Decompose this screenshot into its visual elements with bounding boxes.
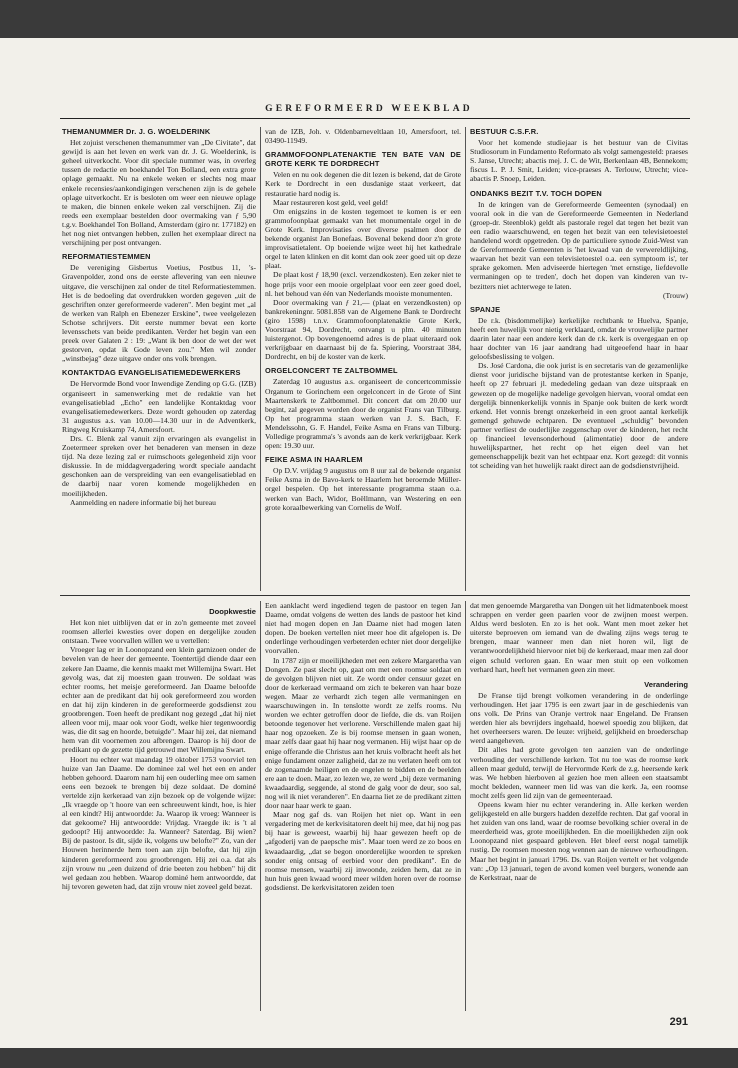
heading: KONTAKTDAG EVANGELISATIEMEDEWERKERS — [62, 368, 241, 378]
paragraph: In de kringen van de Gereformeerde Gemeenten (synodaal) en vooral ook in die van de Gereformeerde Gemeenten in Nederland (groep-dr. Steenblok) geldt als pastorale regel dat tegen het bezit van een radio waarschuwend, en tegen het bezit van een televisietoestel handelend wordt opgetreden. Op de particuliere synode Zuid-West van de Gereformeerde Gemeenten is 'het kwaad van de verwereldlijking, waarvan het bezit van een televisietoestel o.a. een symptoom is', ter sprake gekomen. Men adviseerde hiertegen 'met ernstige, liefdevolle vermaningen op te treden', doch het dopen van kinderen van tv-bezitters niet achterwege te laten. — [470, 199, 688, 291]
paragraph: De plaat kost ƒ 18,90 (excl. verzendkosten). Een zeker niet te hoge prijs voor een mooie orgelplaat voor een zeer goed doel, nl. het behoud van één van Nederlands mooiste monumenten. — [265, 270, 461, 298]
subheading: Doopkwestie — [209, 607, 256, 616]
paragraph: Door overmaking van ƒ 21,— (plaat en verzendkosten) op bankrekeningnr. 5081.858 van de Algemene Bank te Dordrecht (giro 1598) t.n.v. Grammofoonplatenaktie Grote Kerk, Voorstraat 94, Dordrecht, ontvangt u plm. 40 minuten luistergenot. Op bovengenoemd adres is de plaat uiteraard ook verkrijgbaar en daarnaast bij de fa. Spiering, Voorstraat 384, Dordrecht, en bij de koster van de kerk. — [265, 297, 461, 362]
heading: THEMANUMMER Dr. J. G. WOELDERINK — [62, 127, 211, 136]
paragraph: Maar restaureren kost geld, veel geld! — [273, 197, 389, 207]
column-5 — [265, 601, 461, 1011]
paragraph: Drs. C. Blenk zal vanuit zijn ervaringen als evangelist in Zoetermeer spreken over het benaderen van mensen in deze tijd. Na deze lezing zal er ruimschoots gelegenheid zijn voor diskussie. In de middagvergadering wordt speciale aandacht geschonken aan de verspreiding van een evangelisatieblad en de daarbij naar voren komende mogelijkheden en moeilijkheden. — [62, 434, 256, 498]
paragraph: van de IZB, Joh. v. Oldenbarneveltlaan 10, Amersfoort, tel. 03490-11949. — [265, 127, 461, 146]
paragraph: Velen en nu ook degenen die dit lezen is bekend, dat de Grote Kerk te Dordrecht in een dusdanige staat verkeert, dat restauratie hard nodig is. — [265, 170, 461, 198]
masthead: GEREFORMEERD WEEKBLAD — [265, 104, 473, 114]
column-divider — [465, 601, 466, 1011]
paragraph: Hoort nu echter wat maandag 19 oktober 1753 voorviel ten huize van Jan Daame. De dominee zal wel het een en ander hebben gehoord. Daarom nam hij een ouderling mee om samen eens een bezoek te brengen bij deze soldaat. De dominé vertelde zijn kerkeraad van zijn bezoek op de volgende wijze: „Ik vraegde op 't hoore van een schreeuwent kindt, hoe, is hier al een kindt? Hij antwoordde: Ja. Waarop ik vroeg: Wanneer is dat gekoome? Hij antwoordde: Vrijdag. Vraegde ik: is 't al gedoopt? Hij antwoordde: Ja. Wanneer? Saterdag. Bij wien? Bij de pastoor. Is dit, sijde ik, volgens uw belofte?" Zo, van der Houwen herinnerde hem toen aan zijn belofte, dat hij zijn kinderen gereformeerd zou grootbrengen. Hij zei o.a. dat als zijn vrouw nu „een duizend of drie beeten zou hebben" hij dit wel gedaan zou hebben. Waarop dominé hem antwoordde, dat hij tevoren geweten had, dat zijn vrouw niet zoveel geld bezat. — [62, 754, 256, 891]
paragraph: Aanmelding en nadere informatie bij het bureau — [70, 497, 216, 507]
page — [0, 38, 738, 1048]
paragraph: De Hervormde Bond voor Inwendige Zending op G.G. (IZB) organiseert in samenwerking met de redaktie van het evangelisatieblad „Echo" een landelijke Kontaktdag voor evangelisatiemedewerkers. Deze wordt gehouden op zaterdag 31 augustus a.s. van 10.00—14.30 uur in de Adventkerk, Ringweg Kruiskamp 74, Amersfoort. — [62, 379, 256, 434]
paragraph: Het zojuist verschenen themanummer van „De Civitate", dat gewijd is aan het leven en werk van dr. J. G. Woelderink, is geheel uitverkocht. Voor dit speciale nummer was, in overleg tussen de redactie en boekhandel Ton Bolland, een extra grote oplage gemaakt. Nu na enkele weken er slechts nog maar enkele recensies/aankondigingen verschenen zijn is de gehele oplage uitverkocht. Er is besloten om weer een nieuwe oplage te maken, die binnen enkele weken zal verschijnen. Zij die reeds een exemplaar bestelden door overmaking van ƒ 5,90 t.g.v. Boekhandel Ton Bolland, Amsterdam (giro nr. 177182) en het nog niet ontvangen hebben, zullen het exemplaar direct na verschijning per post ontvangen. — [62, 138, 256, 248]
column-4 — [62, 601, 256, 1011]
heading: ORGELCONCERT TE ZALTBOMMEL — [265, 366, 398, 376]
paragraph: Een aanklacht werd ingediend tegen de pastoor en tegen Jan Daame, omdat volgens de wetten des lands de pastoor het kind niet had mogen dopen en Jan Daame niet had mogen laten dopen. De boeken vertellen niet meer hoe dit afgelopen is. De onderlinge verhoudingen verbeterden echter niet door dergelijke voorvallen. — [265, 601, 461, 656]
paragraph: Zaterdag 10 augustus a.s. organiseert de concertcommissie Organum te Gorinchem een orgelconcert in de Grote of Sint Maartenskerk te Zaltbommel. Dit concert dat om 20.00 uur begint, zal gegeven worden door de organist Frans van Tilburg. Op het programma staan werken van J. S. Bach, F. Mendelssohn, G. F. Handel, Feike Asma en Frans van Tilburg. Volledige programma's 's avonds aan de kerk verkrijgbaar. Kerk open: 19.30 uur. — [265, 377, 461, 451]
heading: GRAMMOFOONPLATENAKTIE TEN BATE VAN DE GROTE KERK TE DORDRECHT — [265, 150, 461, 169]
page-number: 291 — [669, 1016, 688, 1028]
heading: BESTUUR C.S.F.R. — [470, 127, 539, 136]
paragraph: dat men genoemde Margaretha van Dongen uit het lidmatenboek moest schrappen en verder geen paarlen voor de zwijnen moest werpen. Aldus werd besloten. En zo is het ook. Want men moet zeker het uiterste beproeven om iemand van de dwaling zijns wegs terug te brengen, maar wanneer men dan niet horen wil, ligt de verantwoordelijkheid hiervoor niet bij de kerkeraad, maar men zal door eigen schuld verloren gaan. En waar men stuit op een volkomen verhard hart, heeft het vermanen geen zin meer. — [470, 601, 688, 674]
heading: REFORMATIESTEMMEN — [62, 252, 151, 262]
paragraph: De vereniging Gisbertus Voetius, Postbus 11, 's-Gravenpolder, zond ons de eerste aflevering van een nieuwe uitgave, die verschijnen zal onder de titel Reformatiestemmen. Het is de bedoeling dat overdrukken worden gegeven „uit de geschriften onzer gereformeerde vaderen". Men begint met „al de werken van Ralph en Ebenezer Erskine", twee veelgelezen Schotse schrijvers. Dit eerste nummer bevat een korte levensschets van beide predikanten. Verder het begin van een preek over Galaten 2 : 19: „Want ik ben door de wet der wet gestorven, opdat ik Gode leven zou." Men wil zonder „winstbejag" deze uitgave onder ons volk brengen. — [62, 263, 256, 364]
paragraph: Om enigszins in de kosten tegemoet te komen is er een grammofoonplaat gemaakt van het monumentale orgel in de Grote Kerk. Improvisaties over diverse psalmen door de bekende organist Jan Bonefaas. Bovenal bekend door z'n grote improvisatietalent. Op boeiende wijze weet hij het kathedrale orgel te laten klinken en dit komt dan ook zeer goed uit op deze plaat. — [265, 206, 461, 271]
column-3 — [470, 127, 688, 591]
paragraph: De Franse tijd brengt volkomen verandering in de onderlinge verhoudingen. Het jaar 1795 is een zwart jaar in de geschiedenis van ons volk. De Prins van Oranje vertrok naar Engeland. De Fransen werden hier als bevrijders ingehaald, hoewel spoedig zou blijken, dat het overheersers waren. De leuze: vrijheid, gelijkheid en broederschap werd aangeheven. — [470, 690, 688, 746]
subheading: Verandering — [644, 679, 688, 689]
paragraph: Ds. José Cardona, die ook jurist is en secretaris van de gezamenlijke dienst voor juridische bijstand van de protestantse kerken in Spanje, heeft op 27 februari jl. mededeling gedaan van deze uitspraak en gewezen op de mogelijke nadelige gevolgen hiervan, vooral omdat een dergelijk binnenkerkelijk vonnis in Spanje ook buiten de kerk wordt erkend. Het vonnis brengt onzekerheid in een groot aantal kerkelijk gemengd gehuwde echtparen. De eventueel „schuldig" bevonden partner verliest de ouderlijke zeggenschap over de kinderen, het recht op financieel levensonderhoud (alimentatie) door de andere huwelijkspartner, het recht op het eigen deel van het gemeenschappelijk bezit van het echtpaar enz. Kort gezegd: dit vonnis tot scheiding van het huwelijk raakt direct aan de godsdienstvrijheid. — [470, 361, 688, 471]
paragraph: In 1787 zijn er moeilijkheden met een zekere Margaretha van Dongen. Ze past slecht op, gaat om met een roomse soldaat en de gevolgen blijven niet uit. Ze wordt onder censuur gezet en door de kerkeraad vermaand om zich te bekeren van haar boze wegen. Maar ze verhardt zich tegen alle vermaningen en waarschuwingen in. In tenslotte wordt ze zelfs rooms. Nu worden we echter getroffen door de liefde, die ds. van Roijen betoonde tegenover het verlorene. Verschillende malen gaat hij haar nog opzoeken. Ze is bij roomse mensen in gaan wonen, maar zelfs daar gaat hij haar nog vermanen. Hij wijst haar op de enige offerande die Christus aan het kruis volbracht heeft als het enige fundament onzer zaligheid, dat ze nu verlaten heeft om tot de zogenaamde heiligen en de engelen te bidden en de beelden ere aan te doen. Maar, zo lezen we, ze werd „bij deze vermaning kwaadaardig, seggende, al stond de galg voor de deur, soo sal, nog wil ik niet veranderen". En daarna liet ze de predikant zitten door naar haar werk te gaan. — [265, 655, 461, 811]
paragraph: De r.k. (bisdommelijke) kerkelijke rechtbank te Huelva, Spanje, heeft een huwelijk voor nietig verklaard, omdat de vrouwelijke partner daarin later naar een andere kerk dan de r.k. kerk is overgegaan en op haar dochter van 16 jaar aandrang had uitgeoefend haar in haar geloofsbeslissing te volgen. — [470, 315, 688, 362]
column-divider — [260, 601, 261, 1011]
column-divider — [260, 127, 261, 591]
paragraph: Opeens kwam hier nu echter verandering in. Alle kerken werden gelijkgesteld en alle burgers hadden dezelfde rechten. Dat gaf vooral in het zuiden van ons land, waar de roomse bevolking schier overal in de meerderheid was, grote moeilijkheden. En die moeilijkheden zijn ook Loonopzand niet gespaard gebleven. Het bleef eerst nogal tamelijk rustig. De roomsen moesten nog wennen aan de nieuwe verhoudingen. Maar het begint in januari 1796. Ds. van Roijen vertelt er het volgende van: „Op 13 januari, tegen de avond komen veel burgers, wonende aan de Kerkstraat, naar de — [470, 799, 688, 882]
column-1 — [62, 127, 256, 591]
paragraph: Dit alles had grote gevolgen ten aanzien van de onderlinge verhouding der verschillende kerken. Tot nu toe was de roomse kerk alleen maar geduld, terwijl de Hervormde Kerk de z.g. heersende kerk was. We hebben hierboven al gezien hoe men alleen een staatsambt mocht bekleden, wanneer men lid was van die kerk. Ja, een roomse mocht zelfs geen lid zijn van de gemeenteraad. — [470, 745, 688, 800]
column-divider — [465, 127, 466, 591]
heading: ONDANKS BEZIT T.V. TOCH DOPEN — [470, 188, 602, 198]
source-credit: (Trouw) — [662, 290, 688, 300]
paragraph: Vroeger lag er in Loonopzand een klein garnizoen onder de bevelen van de heer der gemeente. Toentertijd diende daar een zekere Jan Daame, die kennis maakt met Willemijna Swart. Het gevolg was, dat zij moesten gaan trouwen. De soldaat was echter rooms, het meisje gereformeerd. Jan Daame beloofde echter aan de predikant dat hij ook gereformeerd zou worden en dat hij zijn kinderen in de gereformeerde godsdienst zou grootbrengen. Toen heeft de predikant nog gezegd „dat hij niet alleen voor mij, maar ook voor Godt, welke hier tegenwoordig was, die dit sag en hoorde, betuigde". Maar hij zei, dat niemand hem van dit voornemen zou afbrengen. Daarop is hij door de predikant op de gezette tijd getrouwd met Willemijna Swart. — [62, 645, 256, 755]
masthead-rule — [60, 118, 690, 119]
paragraph: Het kon niet uitblijven dat er in zo'n gemeente met zoveel roomsen allerlei kwesties over dopen en dergelijke zouden ontstaan. Twee voorvallen willen we u vertellen: — [62, 618, 256, 646]
paragraph: Voor het komende studiejaar is het bestuur van de Civitas Studiosorum in Fundamento Reformato als volgt samengesteld: praeses S. Janse, Utrecht; abactis mej. J. C. de Wit, Berkenlaan 4B, Bennekom; fiscus L. P. J. Smit, Leiden; vice-praeses A. Terlouw, Utrecht; vice-abactis P. Snoep, Leiden. — [470, 138, 688, 184]
column-6 — [470, 601, 688, 1011]
paragraph: Maar nog gaf ds. van Roijen het niet op. Want in een vergadering met de kerkvisitatoren deelt hij mee, dat hij nog pas bij haar is geweest, waarbij hij haar gewezen heeft op de „afgoderij van de paepsche mis". Maar toen werd ze zo boos en kwaadaardig, „dat se begon onorderelijke woorden te spreken sonder enig ontsag of eerbied voor den predikant". En de roomse mensen, waarbij zij inwoonde, zeiden hem, dat ze in hun huis geen kwaad woord meer wilden horen over de roomse godsdienst. De kerkvisitatoren zeiden toen — [265, 810, 461, 892]
column-2 — [265, 127, 461, 591]
heading: SPANJE — [470, 304, 501, 314]
paragraph: Op D.V. vrijdag 9 augustus om 8 uur zal de bekende organist Feike Asma in de Bavo-kerk te Haarlem het beroemde Müller-orgel bespelen. Op het interessante programma staan o.a. werken van Bach, Widor, Boëllmann, van Westering en een grote koraalbewerking van Cornelis de Wolf. — [265, 466, 461, 512]
heading: FEIKE ASMA IN HAARLEM — [265, 455, 363, 465]
section-divider — [60, 595, 690, 596]
